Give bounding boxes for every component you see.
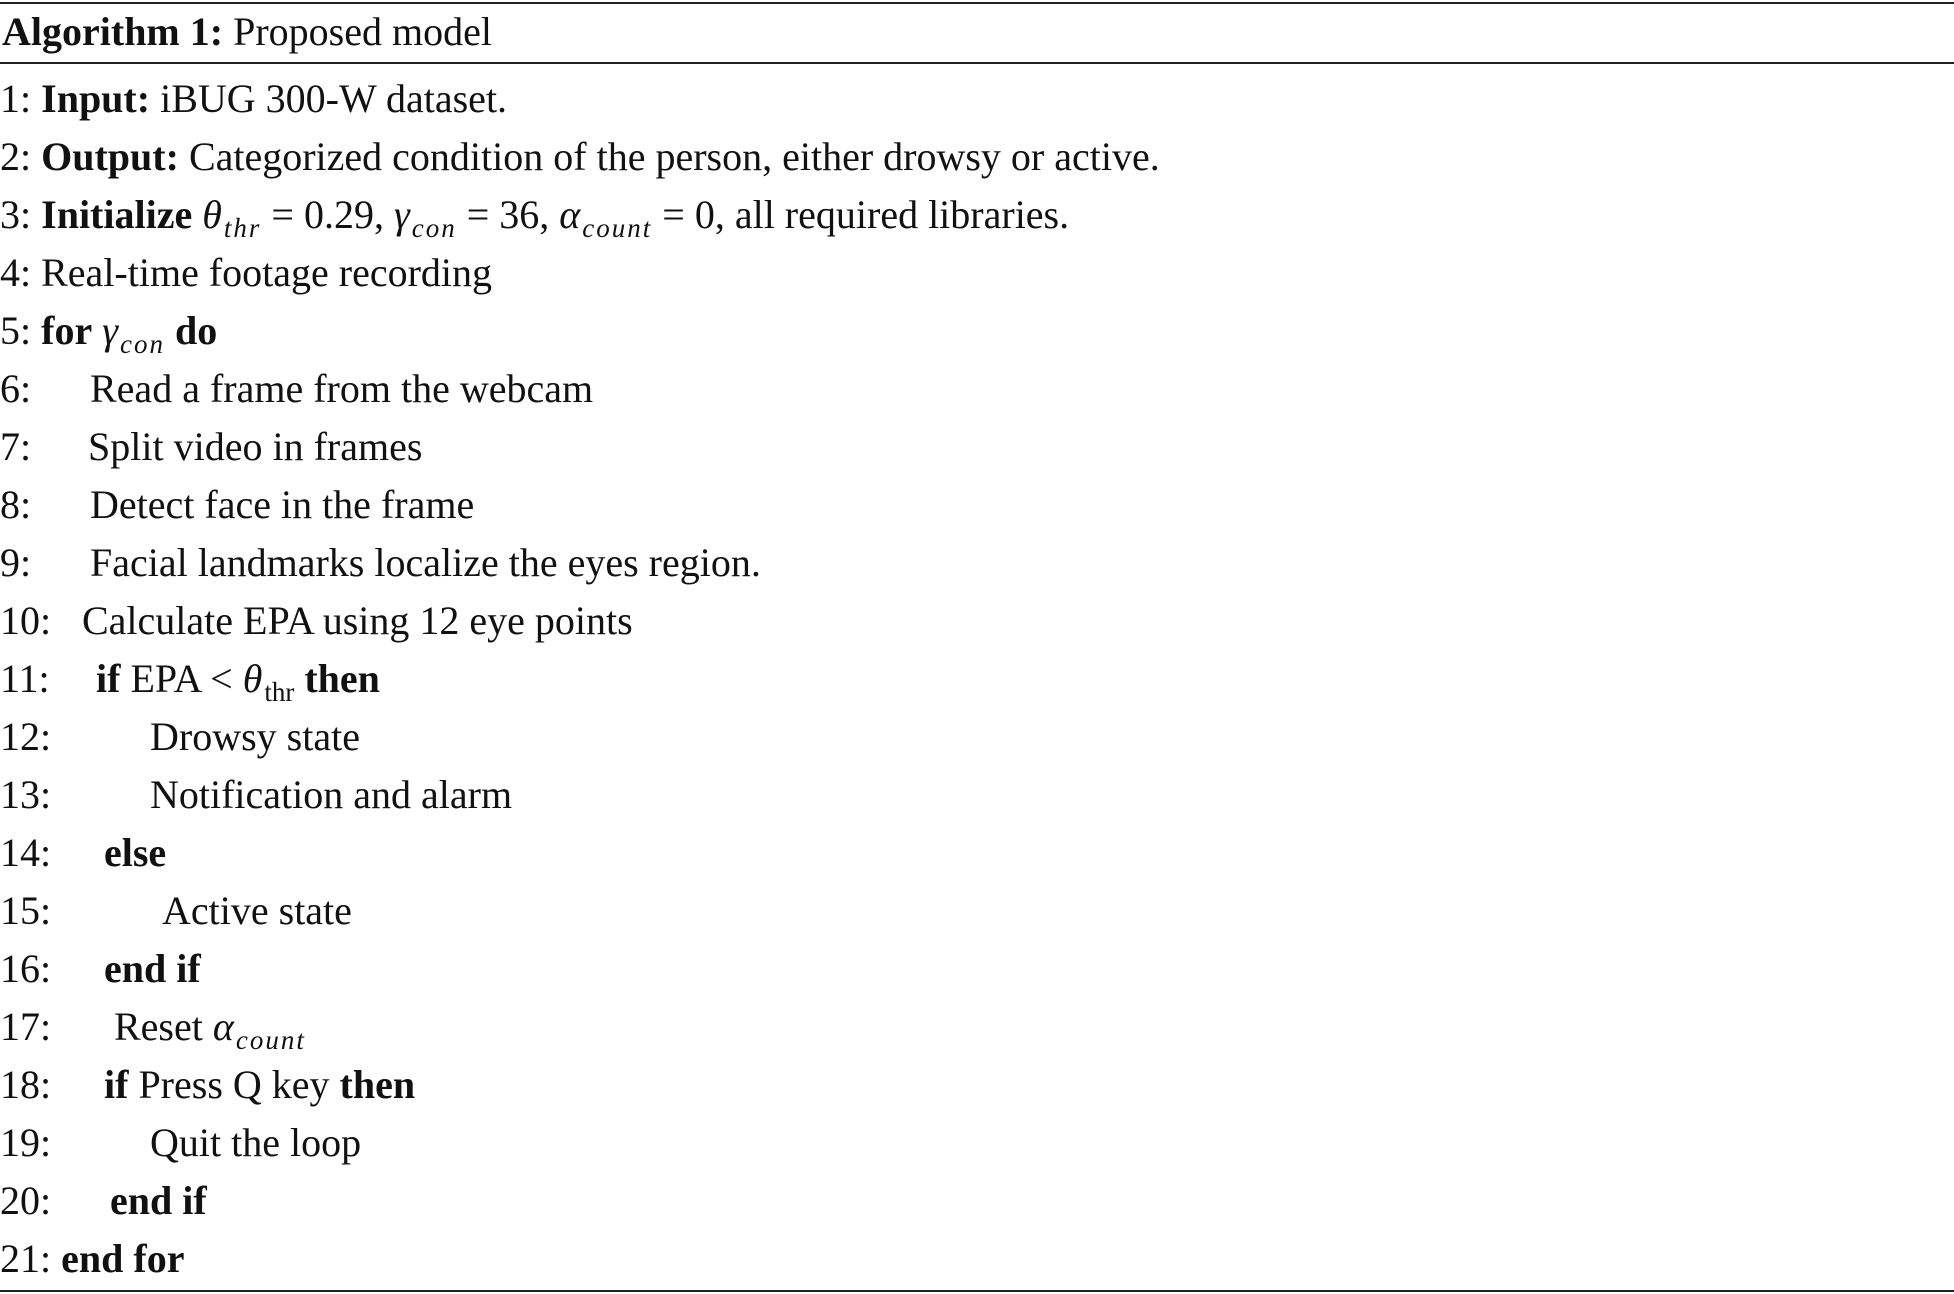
line-text: Drowsy state [150,714,360,759]
algorithm-line-4 [0,244,492,302]
gamma-subscript: con [119,329,165,360]
line-number: 10: [0,598,52,643]
alpha-subscript: count [582,213,653,244]
alpha-symbol: α [212,1004,234,1049]
line-number: 13: [0,772,52,817]
keyword: then [339,1062,416,1107]
line-text: Facial landmarks localize the eyes region. [90,540,761,585]
algorithm-line-9 [0,534,761,592]
algorithm-line-18 [0,1056,415,1114]
keyword: for [41,308,93,353]
keyword: end if [104,946,201,991]
algorithm-title [2,4,492,60]
theta-symbol: θ [242,656,263,701]
line-text: Active state [162,888,352,933]
gamma-symbol: γ [393,192,410,237]
line-text: Read a frame from the webcam [90,366,594,411]
header-rule [0,62,1954,64]
gamma-subscript: con [411,213,457,244]
algorithm-label: Algorithm 1: [2,9,224,54]
line-text: Categorized condition of the person, either drowsy or active. [178,134,1160,179]
line-number: 4: [0,250,32,295]
line-number: 17: [0,1004,52,1049]
line-text: iBUG 300-W dataset. [150,76,508,121]
line-text: = 0.29, [261,192,394,237]
algorithm-line-14 [0,824,166,882]
gamma-symbol: γ [102,308,118,353]
keyword: Initialize [41,192,193,237]
theta-symbol: θ [202,192,222,237]
line-number: 21: [0,1236,52,1281]
algorithm-line-6 [0,360,593,418]
algorithm-line-1 [0,70,507,128]
line-number: 9: [0,540,32,585]
keyword: Input: [41,76,151,121]
line-number: 2: [0,134,32,179]
keyword: end if [110,1178,207,1223]
line-text: = 36, [456,192,560,237]
line-number: 11: [0,656,50,701]
line-number: 16: [0,946,52,991]
theta-subscript: thr [264,677,295,708]
keyword: end for [61,1236,185,1281]
algorithm-line-12 [0,708,360,766]
algorithm-line-7 [0,418,422,476]
line-text: Notification and alarm [150,772,513,817]
algorithm-line-11 [0,650,380,708]
line-number: 5: [0,308,32,353]
line-number: 19: [0,1120,52,1165]
algorithm-line-16 [0,940,201,998]
algorithm-line-3 [0,186,1069,244]
keyword: if [96,656,121,701]
alpha-subscript: count [235,1025,306,1056]
line-number: 12: [0,714,52,759]
algorithm-line-8 [0,476,474,534]
line-number: 6: [0,366,32,411]
algorithm-line-17 [0,998,306,1056]
algorithm-line-15 [0,882,352,940]
line-text: = 0, all required libraries. [652,192,1070,237]
alpha-symbol: α [559,192,581,237]
algorithm-name: Proposed model [233,9,492,54]
line-number: 20: [0,1178,52,1223]
algorithm-line-10 [0,592,633,650]
algorithm-line-20 [0,1172,207,1230]
line-number: 8: [0,482,32,527]
algorithm-line-5 [0,302,217,360]
line-text: Split video in frames [88,424,423,469]
line-number: 3: [0,192,32,237]
line-number: 1: [0,76,32,121]
line-text: Detect face in the frame [90,482,475,527]
keyword: if [104,1062,129,1107]
algorithm-line-13 [0,766,512,824]
theta-subscript: thr [223,213,262,244]
algorithm-line-19 [0,1114,361,1172]
algorithm-line-2 [0,128,1160,186]
keyword: then [304,656,380,701]
keyword: else [104,830,167,875]
algorithm-line-21 [0,1230,184,1288]
line-number: 14: [0,830,52,875]
line-number: 15: [0,888,52,933]
line-number: 18: [0,1062,52,1107]
bottom-rule [0,1290,1954,1292]
line-text: Press Q key [128,1062,340,1107]
line-number: 7: [0,424,32,469]
keyword: do [174,308,218,353]
keyword: Output: [41,134,179,179]
line-text: Reset [114,1004,213,1049]
line-text: Quit the loop [150,1120,362,1165]
line-text: Real-time footage recording [41,250,493,295]
line-text: Calculate EPA using 12 eye points [82,598,633,643]
line-text: EPA < [120,656,243,701]
